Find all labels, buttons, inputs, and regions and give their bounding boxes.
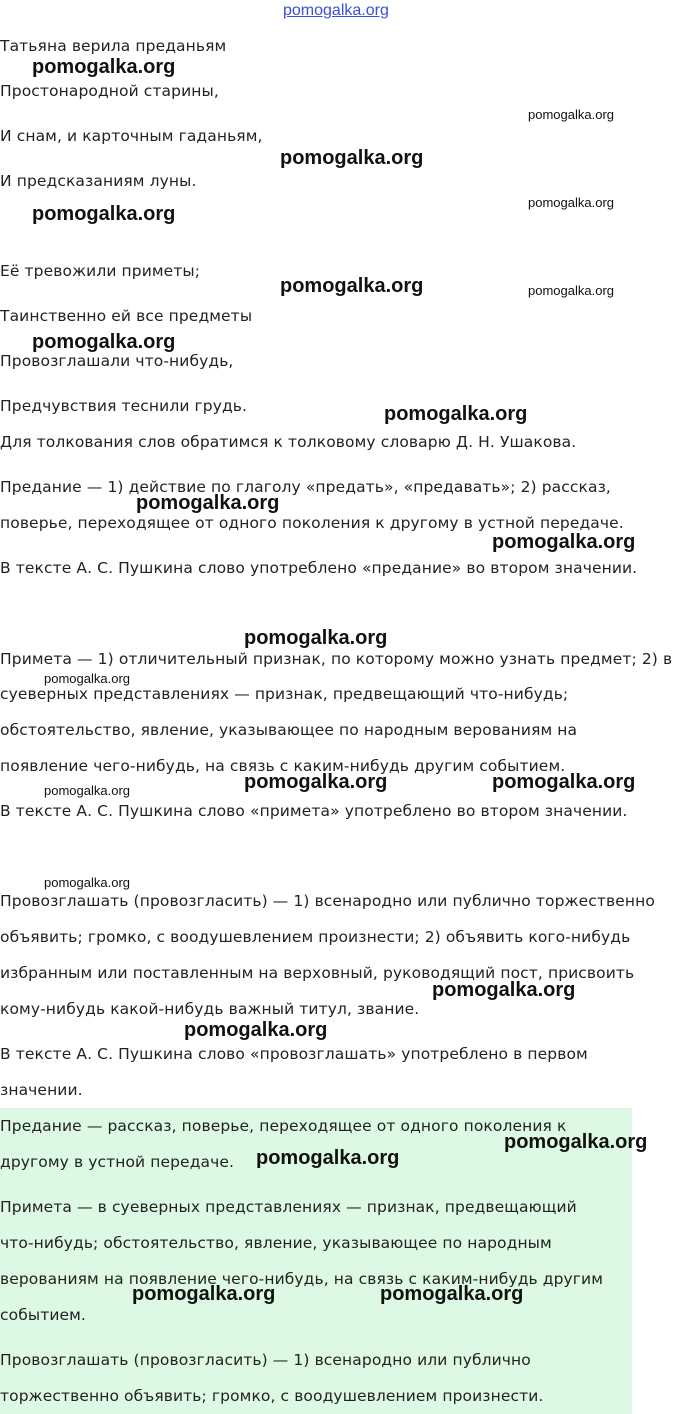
summary-line: событием. [0,1306,86,1324]
poem-line: Таинственно ей все предметы [0,307,253,325]
watermark: pomogalka.org [44,875,130,890]
usage-line: В тексте А. С. Пушкина слово «примета» употреблено во втором значении. [0,802,628,820]
watermark: pomogalka.org [504,1131,648,1153]
usage-line: В тексте А. С. Пушкина слово употреблено «предание» во втором значении. [0,559,638,577]
definition-line: кому-нибудь какой-нибудь важный титул, звание. [0,1000,420,1018]
definition-line: Примета — 1) отличительный признак, по которому можно узнать предмет; 2) в [0,650,673,668]
watermark: pomogalka.org [184,1019,328,1041]
site-link[interactable]: pomogalka.org [283,2,389,19]
definition-line: избранным или поставленным на верховный, руководящий пост, присвоить [0,964,635,982]
summary-line: Примета — в суеверных представлениях — признак, предвещающий [0,1198,577,1216]
summary-line: верованиям на появление чего-нибудь, на связь с каким-нибудь другим [0,1270,604,1288]
watermark: pomogalka.org [136,492,280,514]
watermark: pomogalka.org [492,771,636,793]
usage-line: значении. [0,1081,83,1099]
watermark: pomogalka.org [32,203,176,225]
watermark: pomogalka.org [44,671,130,686]
watermark: pomogalka.org [380,1283,524,1305]
definition-line: объявить; громко, с воодушевлением произнести; 2) объявить кого-нибудь [0,928,631,946]
definition-line: суеверных представлениях — признак, предвещающий что-нибудь; [0,685,569,703]
watermark: pomogalka.org [528,283,614,298]
watermark: pomogalka.org [244,627,388,649]
poem-line: И предсказаниям луны. [0,172,197,190]
intro-text: Для толкования слов обратимся к толковому словарю Д. Н. Ушакова. [0,433,577,451]
definition-line: обстоятельство, явление, указывающее по народным верованиям на [0,721,578,739]
watermark: pomogalka.org [280,147,424,169]
summary-line: другому в устной передаче. [0,1153,235,1171]
usage-line: В тексте А. С. Пушкина слово «провозглашать» употреблено в первом [0,1045,588,1063]
poem-line: И снам, и карточным гаданьям, [0,127,263,145]
poem-line: Татьяна верила преданьям [0,37,227,55]
watermark: pomogalka.org [244,771,388,793]
definition-line: появление чего-нибудь, на связь с каким-нибудь другим событием. [0,757,566,775]
definition-line: Провозглашать (провозгласить) — 1) всенародно или публично торжественно [0,892,655,910]
watermark: pomogalka.org [132,1283,276,1305]
summary-line: Провозглашать (провозгласить) — 1) всенародно или публично [0,1351,531,1369]
watermark: pomogalka.org [528,195,614,210]
watermark: pomogalka.org [256,1147,400,1169]
poem-line: Простонародной старины, [0,82,219,100]
definition-line: поверье, переходящее от одного поколения к другому в устной передаче. [0,514,624,532]
poem-line: Предчувствия теснили грудь. [0,397,248,415]
watermark: pomogalka.org [32,56,176,78]
summary-line: Предание — рассказ, поверье, переходящее от одного поколения к [0,1117,567,1135]
watermark: pomogalka.org [32,331,176,353]
watermark: pomogalka.org [432,979,576,1001]
summary-line: торжественно объявить; громко, с воодушевлением произнести. [0,1387,544,1405]
watermark: pomogalka.org [384,403,528,425]
watermark: pomogalka.org [44,783,130,798]
definition-line: Предание — 1) действие по глаголу «предать», «предавать»; 2) рассказ, [0,478,611,496]
poem-line: Её тревожили приметы; [0,262,201,280]
watermark: pomogalka.org [492,531,636,553]
watermark: pomogalka.org [528,107,614,122]
summary-line: что-нибудь; обстоятельство, явление, указывающее по народным [0,1234,552,1252]
poem-line: Провозглашали что-нибудь, [0,352,234,370]
watermark: pomogalka.org [280,275,424,297]
